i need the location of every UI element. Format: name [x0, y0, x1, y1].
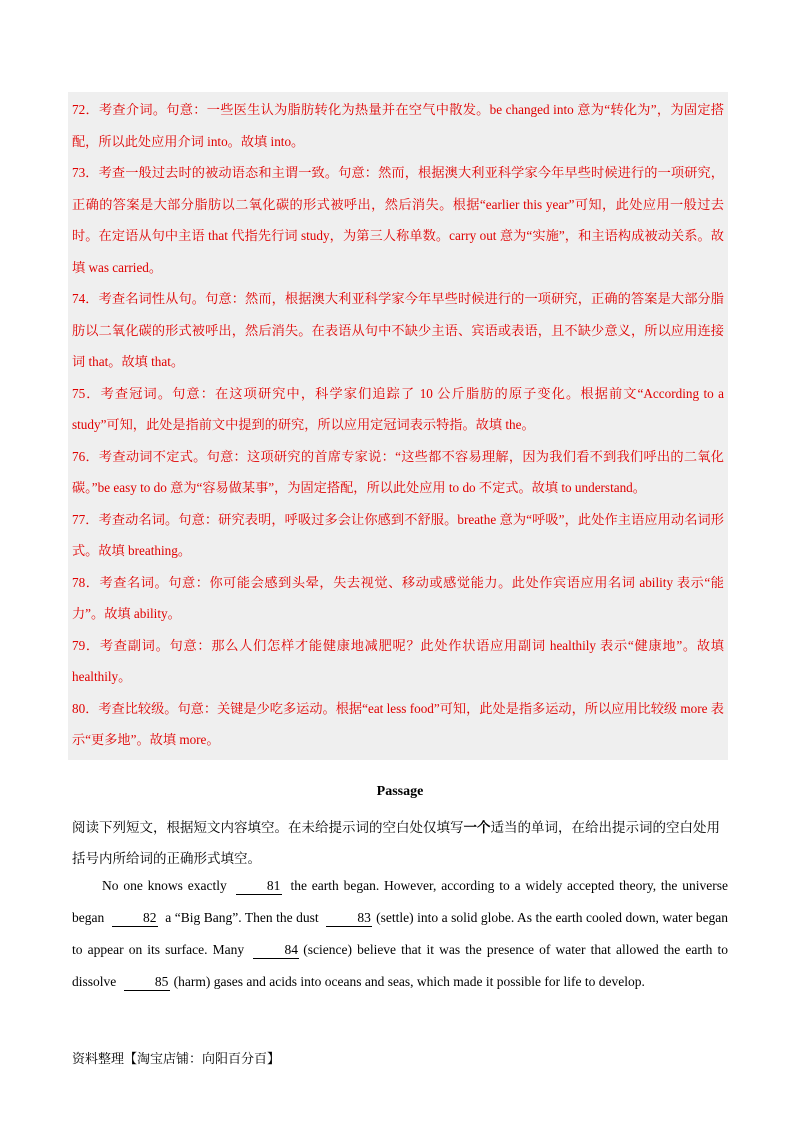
passage-text: (harm) gases and acids into oceans and seas, which made it possible for life to develop.	[173, 974, 645, 989]
answer-80: 80．考查比较级。句意：关键是少吃多运动。根据“eat less food”可知，此处是指多运动，所以应用比较级 more 表示“更多地”。故填 more。	[72, 700, 724, 747]
passage-text: the earth began. However, according to a widely accepted theory, the universe began	[72, 878, 728, 925]
passage-text: a “Big Bang”. Then the dust	[165, 910, 319, 925]
blank-85: 85	[124, 974, 170, 991]
passage-title: Passage	[376, 784, 424, 799]
answer-74: 74．考查名词性从句。句意：然而，根据澳大利亚科学家今年早些时候进行的一项研究，正确的答案是大部分脂肪以二氧化碳的形式被呼出，然后消失。在表语从句中不缺少主语、宾语或表语，且不缺少意义，所以应用连接词 that。故填 that。	[72, 291, 724, 369]
blank-82: 82	[112, 910, 158, 927]
passage-paragraph	[72, 870, 728, 998]
instruction-emphasis: 一个	[463, 820, 491, 835]
passage-instruction	[72, 812, 728, 874]
answer-72: 72．考查介词。句意：一些医生认为脂肪转化为热量并在空气中散发。be changed into 意为“转化为”，为固定搭配，所以此处应用介词 into。故填 into。	[72, 102, 724, 149]
answer-explanations	[68, 92, 728, 760]
passage-text: (science) believe that it was the presence of water that allowed the earth to dissolve	[72, 942, 728, 989]
answer-77: 77．考查动名词。句意：研究表明，呼吸过多会让你感到不舒服。breathe 意为“呼吸”，此处作主语应用动名词形式。故填 breathing。	[72, 511, 724, 558]
answer-73: 73．考查一般过去时的被动语态和主谓一致。句意：然而，根据澳大利亚科学家今年早些时候进行的一项研究，正确的答案是大部分脂肪以二氧化碳的形式被呼出，然后消失。根据“earlier this year”可知，此处应用一般过去时。在定语从句中主语 that 代指先行词 study，为第三人称单数。carry out 意为“实施”，和主语构成被动关系。故填 was carried。	[72, 165, 724, 275]
passage-text: (settle) into a solid globe. As the earth cooled down, water began to appear on its surface. Many	[72, 910, 729, 957]
instruction-text-start: 阅读下列短文，根据短文内容填空。在未给提示词的空白处仅填写	[72, 820, 464, 835]
answer-75: 75．考查冠词。句意：在这项研究中，科学家们追踪了 10 公斤脂肪的原子变化。根据前文“According to a study”可知，此处是指前文中提到的研究，所以应用定冠词表示特指。故填 the。	[72, 385, 724, 432]
answer-78: 78．考查名词。句意：你可能会感到头晕，失去视觉、移动或感觉能力。此处作宾语应用名词 ability 表示“能力”。故填 ability。	[72, 574, 724, 621]
blank-84: 84	[253, 942, 299, 959]
instruction-text-end: 适当的单词，在给出提示词的空白处用括号内所给词的正确形式填空。	[72, 820, 720, 866]
blank-83: 83	[326, 910, 372, 927]
blank-81: 81	[236, 878, 282, 895]
footer-source: 资料整理【淘宝店铺：向阳百分百】	[72, 1052, 281, 1067]
answer-79: 79．考查副词。句意：那么人们怎样才能健康地减肥呢？此处作状语应用副词 healthily 表示“健康地”。故填 healthily。	[72, 637, 724, 684]
passage-text: No one knows exactly	[102, 878, 227, 893]
passage-body	[72, 870, 728, 998]
answer-76: 76．考查动词不定式。句意：这项研究的首席专家说：“这些都不容易理解，因为我们看不到我们呼出的二氧化碳。”be easy to do 意为“容易做某事”，为固定搭配，所以此处应用 to do 不定式。故填 to understand。	[72, 448, 724, 495]
